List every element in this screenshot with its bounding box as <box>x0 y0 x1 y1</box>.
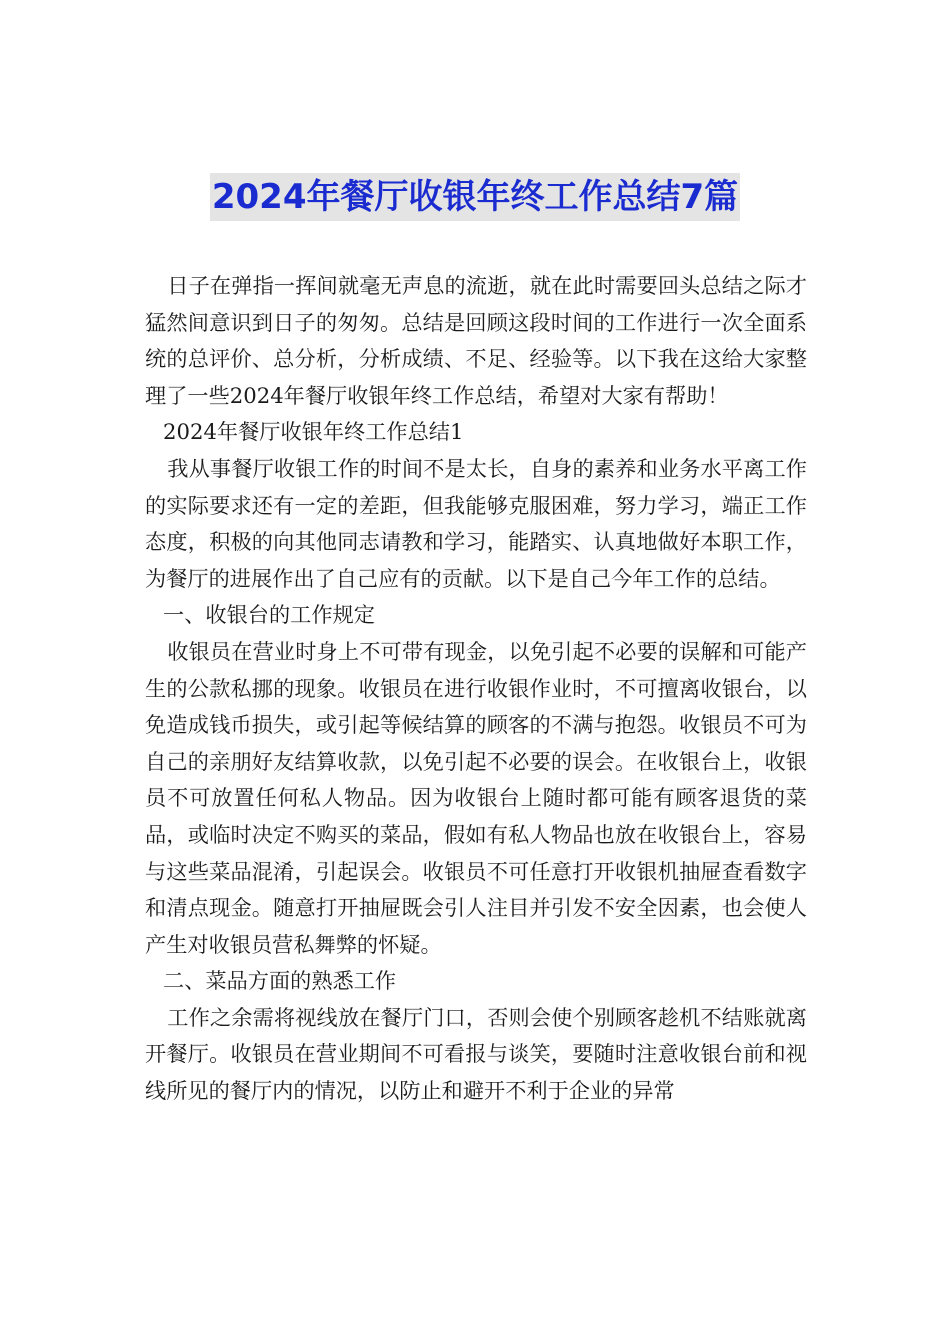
intro-paragraph: 日子在弹指一挥间就毫无声息的流逝，就在此时需要回头总结之际才猛然间意识到日子的匆匆。总结是回顾这段时间的工作进行一次全面系统的总评价、总分析，分析成绩、不足、经验等。以下我在这给大家整理了一些2024年餐厅收银年终工作总结，希望对大家有帮助！ <box>145 273 807 408</box>
document-title: 2024年餐厅收银年终工作总结7篇 <box>210 173 740 221</box>
body-paragraph: 我从事餐厅收银工作的时间不是太长，自身的素养和业务水平离工作的实际要求还有一定的差距，但我能够克服困难，努力学习，端正工作态度，积极的向其他同志请教和学习，能踏实、认真地做好本职工作，为餐厅的进展作出了自己应有的贡献。以下是自己今年工作的总结。 <box>145 455 807 591</box>
body-paragraph: 收银员在营业时身上不可带有现金，以免引起不必要的误解和可能产生的公款私挪的现象。收银员在进行收银作业时，不可擅离收银台，以免造成钱币损失，或引起等候结算的顾客的不满与抱怨。收银员不可为自己的亲朋好友结算收款，以免引起不必要的误会。在收银台上，收银员不可放置任何私人物品。因为收银台上随时都可能有顾客退货的菜品，或临时决定不购买的菜品，假如有私人物品也放在收银台上，容易与这些菜品混淆，引起误会。收银员不可任意打开收银机抽屉查看数字和清点现金。随意打开抽屉既会引人注目并引发不安全因素，也会使人产生对收银员营私舞弊的怀疑。 <box>145 638 807 957</box>
body-paragraph: 工作之余需将视线放在餐厅门口，否则会使个别顾客趁机不结账就离开餐厅。收银员在营业期间不可看报与谈笑，要随时注意收银台前和视线所见的餐厅内的情况，以防止和避开不利于企业的异常 <box>145 1004 807 1104</box>
title-container <box>0 173 950 221</box>
document-body <box>145 268 807 1110</box>
section-heading-dish-familiarity: 二、菜品方面的熟悉工作 <box>163 968 397 994</box>
section-heading-summary-1: 2024年餐厅收银年终工作总结1 <box>163 419 464 445</box>
section-heading-cashier-rules: 一、收银台的工作规定 <box>163 602 375 628</box>
